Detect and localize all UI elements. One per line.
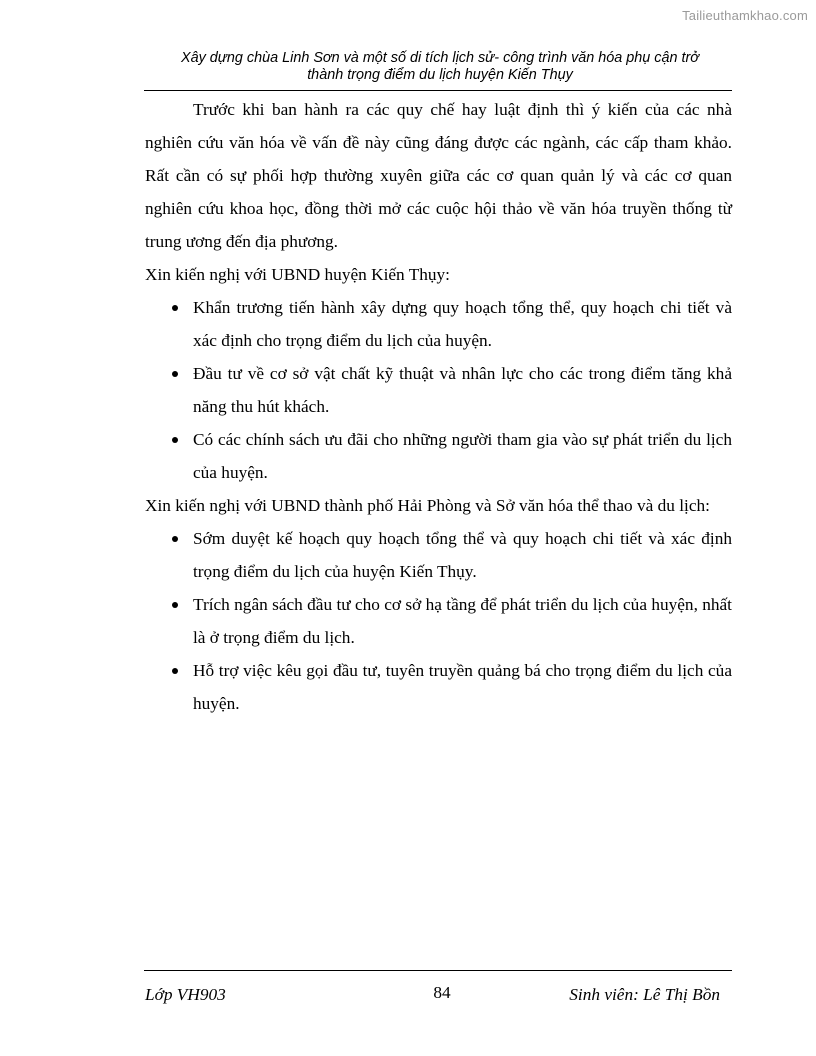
watermark: Tailieuthamkhao.com [682, 8, 808, 23]
list-item [145, 654, 732, 720]
list-item-text: Sớm duyệt kế hoạch quy hoạch tổng thể và quy hoạch chi tiết và xác định trọng điểm du lịch của huyện Kiến Thụy. [193, 529, 732, 581]
bullet-icon [170, 654, 180, 687]
header-line-1: Xây dựng chùa Linh Sơn và một số di tích lịch sử- công trình văn hóa phụ cận trở [180, 50, 699, 66]
list-item-text: Hỗ trợ việc kêu gọi đầu tư, tuyên truyền quảng bá cho trọng điểm du lịch của huyện. [193, 661, 732, 713]
city-recommendation-list [145, 522, 732, 720]
list-item-text: Đầu tư về cơ sở vật chất kỹ thuật và nhân lực cho các trong điểm tăng khả năng thu hút khách. [193, 364, 732, 416]
page-number: 84 [433, 983, 451, 1002]
list-item [145, 423, 732, 489]
list-item-text: Trích ngân sách đầu tư cho cơ sở hạ tầng để phát triển du lịch của huyện, nhất là ở trọng điểm du lịch. [193, 595, 732, 647]
page-header [140, 50, 740, 84]
district-heading: Xin kiến nghị với UBND huyện Kiến Thụy: [145, 265, 450, 284]
list-item [145, 291, 732, 357]
bullet-icon [170, 291, 180, 324]
bullet-icon [170, 588, 180, 621]
list-item-text: Có các chính sách ưu đãi cho những người tham gia vào sự phát triển du lịch của huyện. [193, 430, 732, 482]
bullet-icon [170, 522, 180, 555]
footer-divider [144, 970, 732, 971]
header-divider [144, 90, 732, 91]
intro-paragraph: Trước khi ban hành ra các quy chế hay luật định thì ý kiến của các nhà nghiên cứu văn hóa về vấn đề này cũng đáng được các ngành, các cấp tham khảo. Rất cần có sự phối hợp thường xuyên giữa các cơ quan quản lý và các cơ quan nghiên cứu khoa học, đồng thời mở các cuộc hội thảo về văn hóa truyền thống từ trung ương đến địa phương. [145, 100, 732, 251]
district-recommendation-list [145, 291, 732, 489]
bullet-icon [170, 357, 180, 390]
footer-class-label: Lớp VH903 [145, 985, 226, 1004]
list-item [145, 588, 732, 654]
list-item [145, 357, 732, 423]
footer-student-label: Sinh viên: Lê Thị Bồn [569, 985, 720, 1004]
list-item [145, 522, 732, 588]
document-body [145, 93, 732, 720]
header-line-2: thành trọng điểm du lịch huyện Kiến Thụy [307, 67, 573, 83]
list-item-text: Khẩn trương tiến hành xây dựng quy hoạch tổng thể, quy hoạch chi tiết và xác định cho trọng điểm du lịch của huyện. [193, 298, 732, 350]
city-heading: Xin kiến nghị với UBND thành phố Hải Phòng và Sở văn hóa thể thao và du lịch: [145, 496, 710, 515]
bullet-icon [170, 423, 180, 456]
